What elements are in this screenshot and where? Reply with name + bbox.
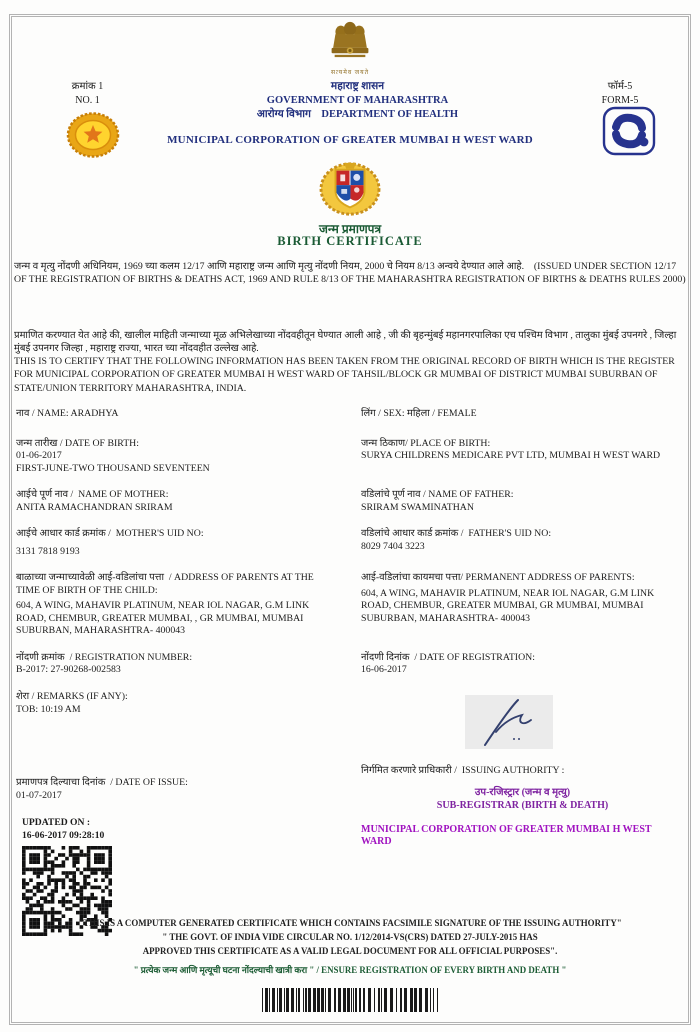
ashoka-emblem-icon [327,20,373,62]
field-registration-number [16,652,339,677]
birth-address-label: बाळाच्या जन्माच्यावेळी आई-वडिलांचा पत्ता / ADDRESS OF PARENTS AT THE TIME OF BIRTH OF THE CHILD: [16,572,317,596]
certificate-fields [16,408,684,863]
form-label-mr: फॉर्म-5 [607,81,633,92]
footer-line-1: "THIS IS A COMPUTER GENERATED CERTIFICATE WHICH CONTAINS FACSIMILE SIGNATURE OF THE ISSUING AUTHORITY" [78,918,622,928]
field-mother-name [16,489,339,514]
father-uid-label: वडिलांचे आधार कार्ड क्रमांक / FATHER'S UID NO: [361,528,552,540]
bmc-crest-icon [0,160,700,223]
certify-paragraph [14,329,686,395]
father-value: SRIRAM SWAMINATHAN [361,501,474,513]
dept-title-en: DEPARTMENT OF HEALTH [321,109,459,121]
remarks-value: TOB: 10:19 AM [16,703,81,715]
dob-value-words: FIRST-JUNE-TWO THOUSAND SEVENTEEN [16,462,210,474]
dob-value: 01-06-2017 [16,450,62,462]
issued-under-en: (ISSUED UNDER SECTION 12/17 OF THE REGISTRATION OF BIRTHS & DEATHS ACT, 1969 AND RULE 8/13 OF THE MAHARASHTRA REGISTRATION OF BIRTHS & DEATHS RULES 2000) [14,261,686,286]
mother-value: ANITA RAMACHANDRAN SRIRAM [16,501,173,513]
footer-disclaimer [0,917,700,958]
field-father-name [361,489,684,514]
issue-date-label: प्रमाणपत्र दिल्याचा दिनांक / DATE OF ISSUE: [16,776,188,788]
remarks-label: शेरा / REMARKS (IF ANY): [16,690,128,702]
serial-label-mr: क्रमांक 1 [71,81,104,92]
sub-registrar-mr: उप-रजिस्ट्रार (जन्म व मृत्यु) [474,786,571,798]
field-father-uid [361,528,684,558]
certify-text-mr: प्रमाणित करण्यात येत आहे की, खालील माहिती जन्माच्या मूळ अभिलेखाच्या नोंदवहीतून घेण्यात आली आहे , जी की बृहन्मुंबई महानगरपालिका एच पश्चिम विभाग , तालुका मुंबई उपनगरे , जिल्हा मुंबई उपनगर जिल्हा , महाराष्ट्र राज्या, भारत च्या नोंदवहीत उल्लेख आहे. [14,330,677,355]
field-birth-address [16,572,339,638]
name-value: ARADHYA [70,408,119,419]
certificate-title-en: BIRTH CERTIFICATE [277,234,423,248]
municipal-corporation-title: MUNICIPAL CORPORATION OF GREATER MUMBAI H WEST WARD [167,134,533,146]
certify-text-en: THIS IS TO CERTIFY THAT THE FOLLOWING INFORMATION HAS BEEN TAKEN FROM THE ORIGINAL RECORD OF BIRTH WHICH IS THE REGISTER FOR MUNICIPAL CORPORATION OF GREATER MUMBAI H WEST WARD OF TAHSIL/BLOCK GR MUMBAI OF DISTRICT MUMBAI SUBURBAN OF STATE/UNION TERRITORY MAHARASHTRA, INDIA. [14,356,675,394]
reg-no-label: नोंदणी क्रमांक / REGISTRATION NUMBER: [16,651,193,663]
issuing-authority-label: निर्गमित करणारे प्राधिकारी / ISSUING AUTHORITY : [361,764,565,776]
field-sex [361,408,684,421]
dob-label: जन्म तारीख / DATE OF BIRTH: [16,437,139,449]
birth-address-value: 604, A WING, MAHAVIR PLATINUM, NEAR IOL NAGAR, G.M LINK ROAD, CHEMBUR, GREATER MUMBAI, , GR MUMBAI, MUMBAI SUBURBAN, MAHARASHTRA- 400043 [16,600,310,637]
updated-on-value: 16-06-2017 09:28:10 [22,830,105,842]
updated-on-block [22,816,104,843]
field-registration-date [361,652,684,677]
field-place-of-birth [361,438,684,476]
field-date-of-birth [16,438,339,476]
sub-registrar-title [361,786,684,812]
father-uid-value: 8029 7404 3223 [361,540,425,552]
dept-title [175,108,540,122]
field-remarks [16,691,339,749]
mother-uid-value: 3131 7818 9193 [16,545,80,557]
issued-under-paragraph [14,260,686,286]
field-issuing-authority [361,765,684,849]
national-emblem-block [0,20,700,76]
reg-date-value: 16-06-2017 [361,664,407,676]
emblem-caption: सत्यमेव जयते [330,70,370,76]
footer-line-3: APPROVED THIS CERTIFICATE AS A VALID LEGAL DOCUMENT FOR ALL OFFICIAL PURPOSES". [142,945,558,956]
sex-label: लिंग / SEX: [361,408,405,419]
reg-date-label: नोंदणी दिनांक / DATE OF REGISTRATION: [361,651,535,663]
footer-line-2: " THE GOVT. OF INDIA VIDE CIRCULAR NO. 1/12/2014-VS(CRS) DATED 27-JULY-2015 HAS [162,931,538,942]
perm-address-value: 604, A WING, MAHAVIR PLATINUM, NEAR IOL NAGAR, G.M LINK ROAD, CHEMBUR, GREATER MUMBAI, GR MUMBAI, MUMBAI SUBURBAN, MAHARASHTRA- 400043 [361,587,655,624]
sub-registrar-en: SUB-REGISTRAR (BIRTH & DEATH) [436,799,609,811]
field-name [16,408,339,421]
issue-date-value: 01-07-2017 [16,789,62,801]
perm-address-label: आई-वडिलांचा कायमचा पत्ता/ PERMANENT ADDRESS OF PARENTS: [361,572,635,584]
government-header [175,80,540,123]
pob-label: जन्म ठिकाण/ PLACE OF BIRTH: [361,437,491,449]
certificate-title-mr: जन्म प्रमाणपत्र [318,222,382,236]
barcode [262,988,438,1017]
name-label: नाव / NAME: [16,408,69,419]
field-permanent-address [361,572,684,638]
footer-slogan: " प्रत्येक जन्म आणि मृत्यूची घटना नोंदल्याची खात्री करा " / ENSURE REGISTRATION OF EVERY BIRTH AND DEATH " [133,965,567,975]
govt-title-en: GOVERNMENT OF MAHARASHTRA [266,95,449,107]
field-mother-uid [16,528,339,558]
mother-label: आईचे पूर्ण नाव / NAME OF MOTHER: [16,489,169,501]
govt-title-mr: महाराष्ट्र शासन [330,81,385,92]
updated-on-label: UPDATED ON : [22,817,91,828]
facsimile-signature [465,695,553,749]
form-label-en: FORM-5 [601,94,639,106]
pob-value: SURYA CHILDRENS MEDICARE PVT LTD, MUMBAI H WEST WARD [361,450,661,462]
father-label: वडिलांचे पूर्ण नाव / NAME OF FATHER: [361,489,514,501]
reg-no-value: B-2017: 27-90268-002583 [16,664,121,676]
issued-under-mr: जन्म व मृत्यु नोंदणी अधिनियम, 1969 च्या कलम 12/17 आणि महाराष्ट्र जन्म आणि मृत्यु नोंदणी नियम, 2000 चे नियम 8/13 अन्वये देण्यात आले आहे. [14,261,525,272]
signature-block [361,691,684,749]
dept-title-mr: आरोग्य विभाग [256,109,311,121]
mother-uid-label: आईचे आधार कार्ड क्रमांक / MOTHER'S UID NO: [16,528,204,540]
issuing-org: MUNICIPAL CORPORATION OF GREATER MUMBAI H WEST WARD [361,823,652,848]
sex-value: महिला / FEMALE [407,408,477,419]
serial-label-en: NO. 1 [75,94,100,106]
